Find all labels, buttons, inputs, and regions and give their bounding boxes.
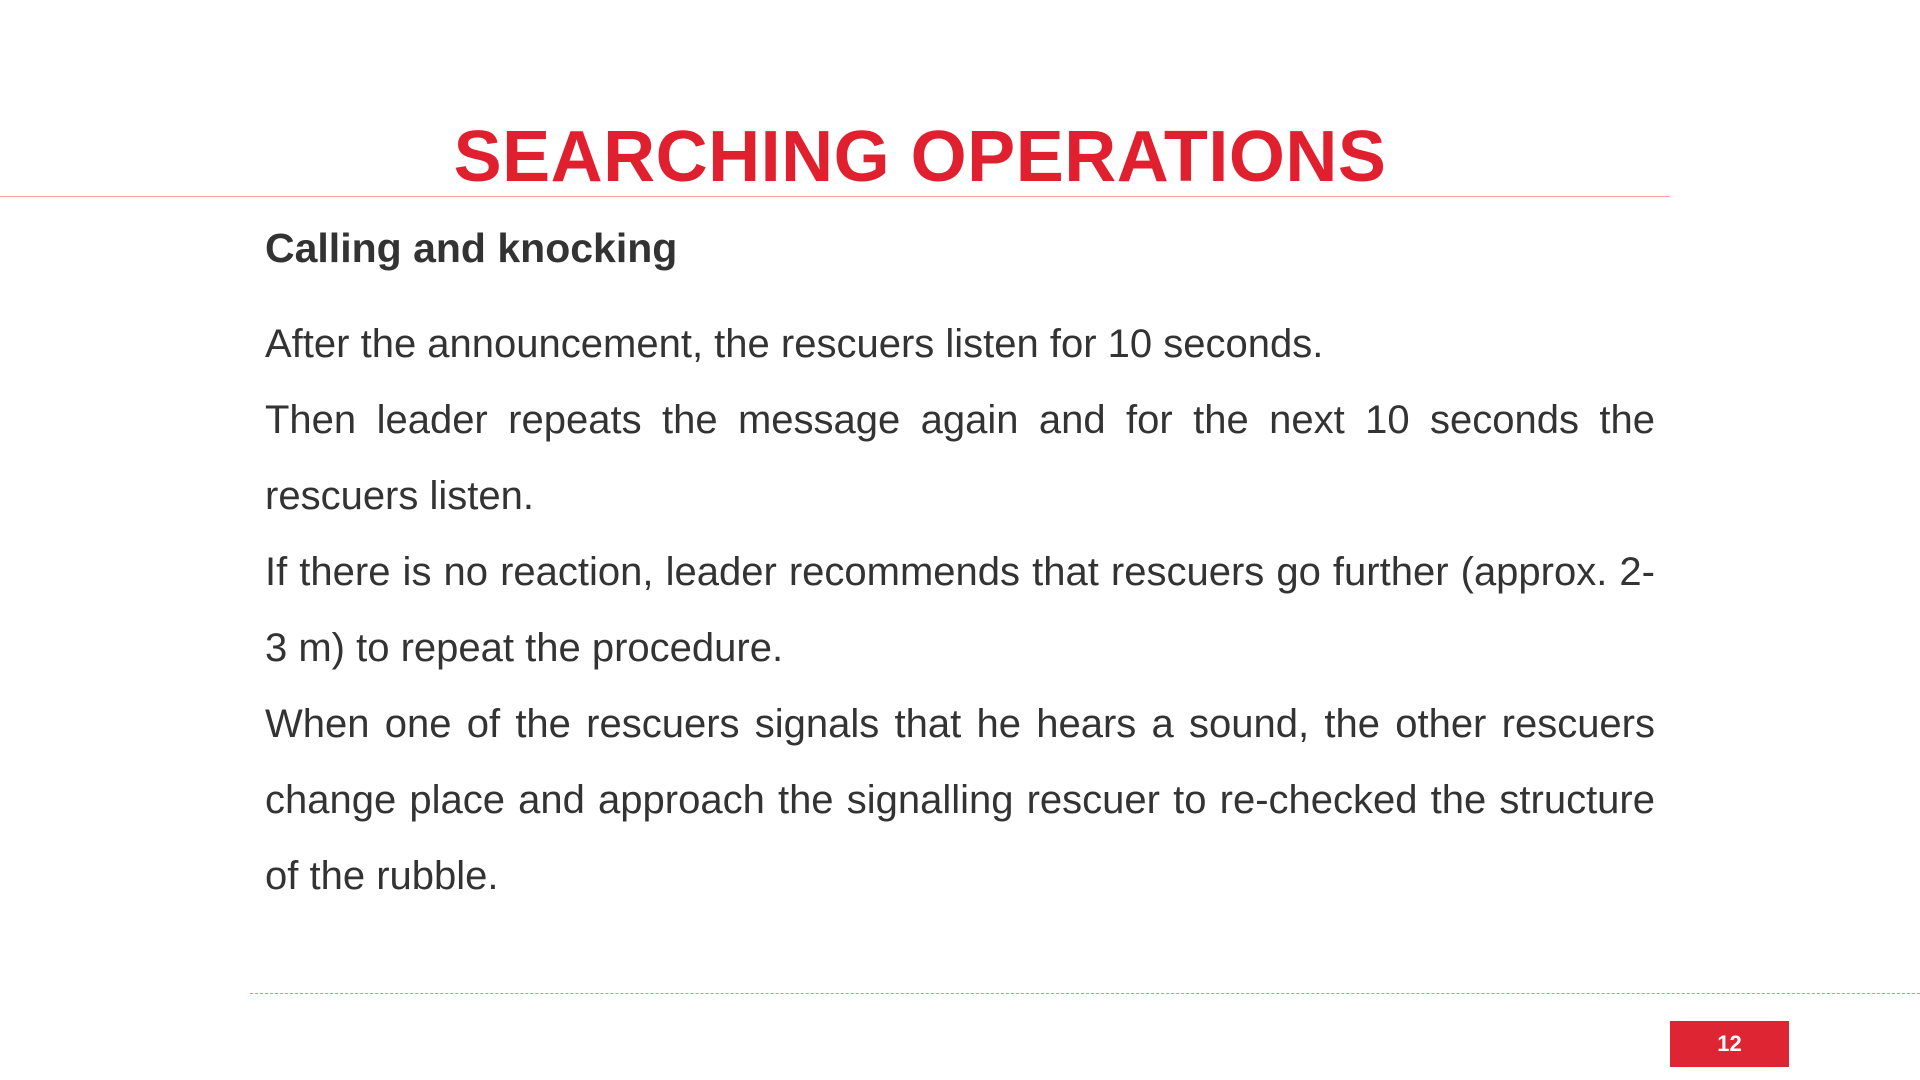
body-paragraph: After the announcement, the rescuers listen for 10 seconds. (265, 322, 1324, 366)
title-divider (0, 196, 1670, 197)
slide-title: SEARCHING OPERATIONS (453, 117, 1387, 197)
slide-content (265, 218, 1655, 914)
page-number-badge: 12 (1670, 1021, 1789, 1067)
body-paragraph: Then leader repeats the message again and for the next 10 seconds the rescuers listen. (265, 398, 1655, 518)
body-paragraph: When one of the rescuers signals that he hears a sound, the other rescuers change place and approach the signalling rescuer to re-checked the structure of the rubble. (265, 702, 1655, 898)
section-subheading: Calling and knocking (265, 225, 678, 271)
body-paragraph: If there is no reaction, leader recommends that rescuers go further (approx. 2-3 m) to repeat the procedure. (265, 550, 1655, 670)
footer-divider (250, 993, 1920, 994)
